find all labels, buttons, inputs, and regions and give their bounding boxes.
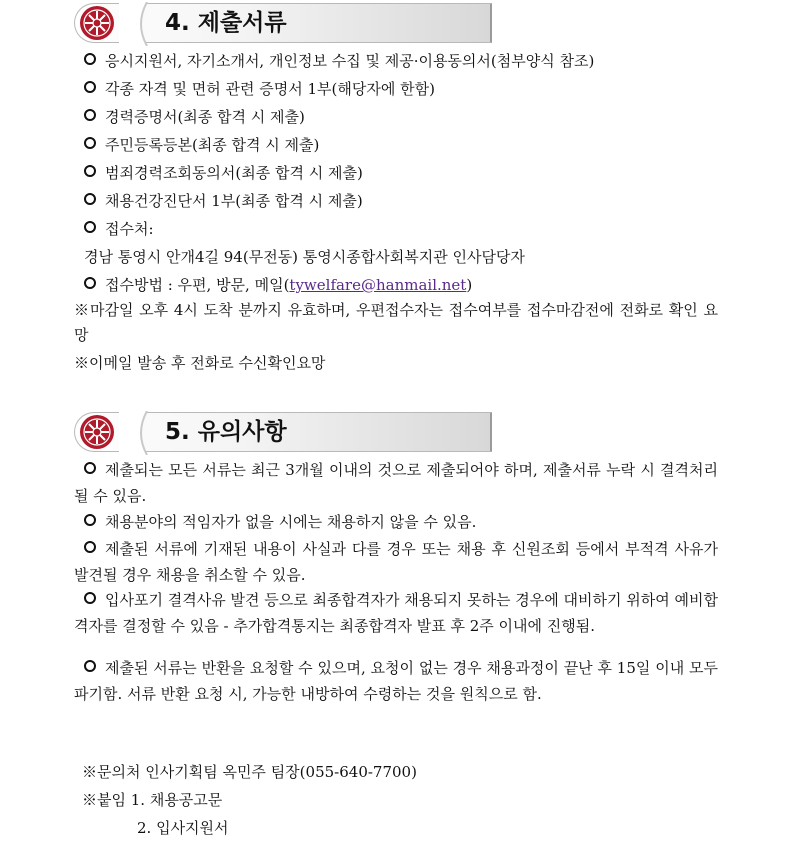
notice-item: 입사포기 결격사유 발견 등으로 최종합격자가 채용되지 못하는 경우에 대비하기 위하여 예비합격자를 결정할 수 있음 - 추가합격통지는 최종합격자 발표 후 2주 이내에 진행됨. — [74, 591, 718, 635]
bullet-icon — [84, 137, 96, 149]
notice-item: 제출되는 모든 서류는 최근 3개월 이내의 것으로 제출되어야 하며, 제출서류 누락 시 결격처리 될 수 있음. — [74, 461, 718, 505]
notice-item: 제출된 서류에 기재된 내용이 사실과 다를 경우 또는 채용 후 신원조회 등에서 부적격 사유가 발견될 경우 채용을 취소할 수 있음. — [74, 540, 718, 584]
bullet-icon — [84, 514, 96, 526]
bullet-icon — [84, 109, 96, 121]
bullet-icon — [84, 81, 96, 93]
address-text: 경남 통영시 안개4길 94(무전동) 통영시종합사회복지관 인사담당자 — [84, 248, 525, 266]
attachment-1: ※붙임 1. 채용공고문 — [82, 791, 223, 809]
notice-item: 제출된 서류는 반환을 요청할 수 있으며, 요청이 없는 경우 채용과정이 끝난 후 15일 이내 모두 파기함. 서류 반환 요청 시, 가능한 내방하여 수령하는 것을 원칙으로 함. — [74, 659, 718, 703]
section-4-header — [74, 3, 492, 43]
list-item: 응시지원서, 자기소개서, 개인정보 수집 및 제공·이용동의서(첨부양식 참조) — [84, 51, 594, 71]
section-4-title: 4. 제출서류 — [165, 10, 287, 36]
bullet-icon — [84, 53, 96, 65]
list-item: 채용건강진단서 1부(최종 합격 시 제출) — [84, 191, 363, 211]
bullet-icon — [84, 462, 96, 474]
submission-method: 접수방법 : 우편, 방문, 메일(tywelfare@hanmail.net) — [84, 275, 472, 295]
bullet-icon — [84, 165, 96, 177]
section-5-header — [74, 412, 492, 452]
note-email-confirm: ※이메일 발송 후 전화로 수신확인요망 — [74, 354, 326, 372]
note-deadline: ※마감일 오후 4시 도착 분까지 유효하며, 우편접수자는 접수여부를 접수마감전에 전화로 확인 요망 — [74, 301, 718, 344]
bullet-icon — [84, 277, 96, 289]
contact-info: ※문의처 인사기획팀 옥민주 팀장(055-640-7700) — [82, 763, 417, 781]
bullet-icon — [84, 541, 96, 553]
email-link[interactable]: tywelfare@hanmail.net — [289, 276, 467, 294]
notice-item: 채용분야의 적임자가 없을 시에는 채용하지 않을 수 있음. — [74, 510, 718, 536]
section-5-title: 5. 유의사항 — [165, 419, 287, 445]
list-item: 주민등록등본(최종 합격 시 제출) — [84, 135, 319, 155]
caritas-cross-logo-icon — [79, 5, 115, 41]
bullet-icon — [84, 592, 96, 604]
list-item: 경력증명서(최종 합격 시 제출) — [84, 107, 305, 127]
caritas-cross-logo-icon — [79, 414, 115, 450]
bullet-icon — [84, 660, 96, 672]
bullet-icon — [84, 221, 96, 233]
list-item: 각종 자격 및 면허 관련 증명서 1부(해당자에 한함) — [84, 79, 435, 99]
list-item: 범죄경력조회동의서(최종 합격 시 제출) — [84, 163, 363, 183]
list-item: 접수처: — [84, 219, 154, 239]
attachment-2: 2. 입사지원서 — [137, 819, 229, 837]
bullet-icon — [84, 193, 96, 205]
